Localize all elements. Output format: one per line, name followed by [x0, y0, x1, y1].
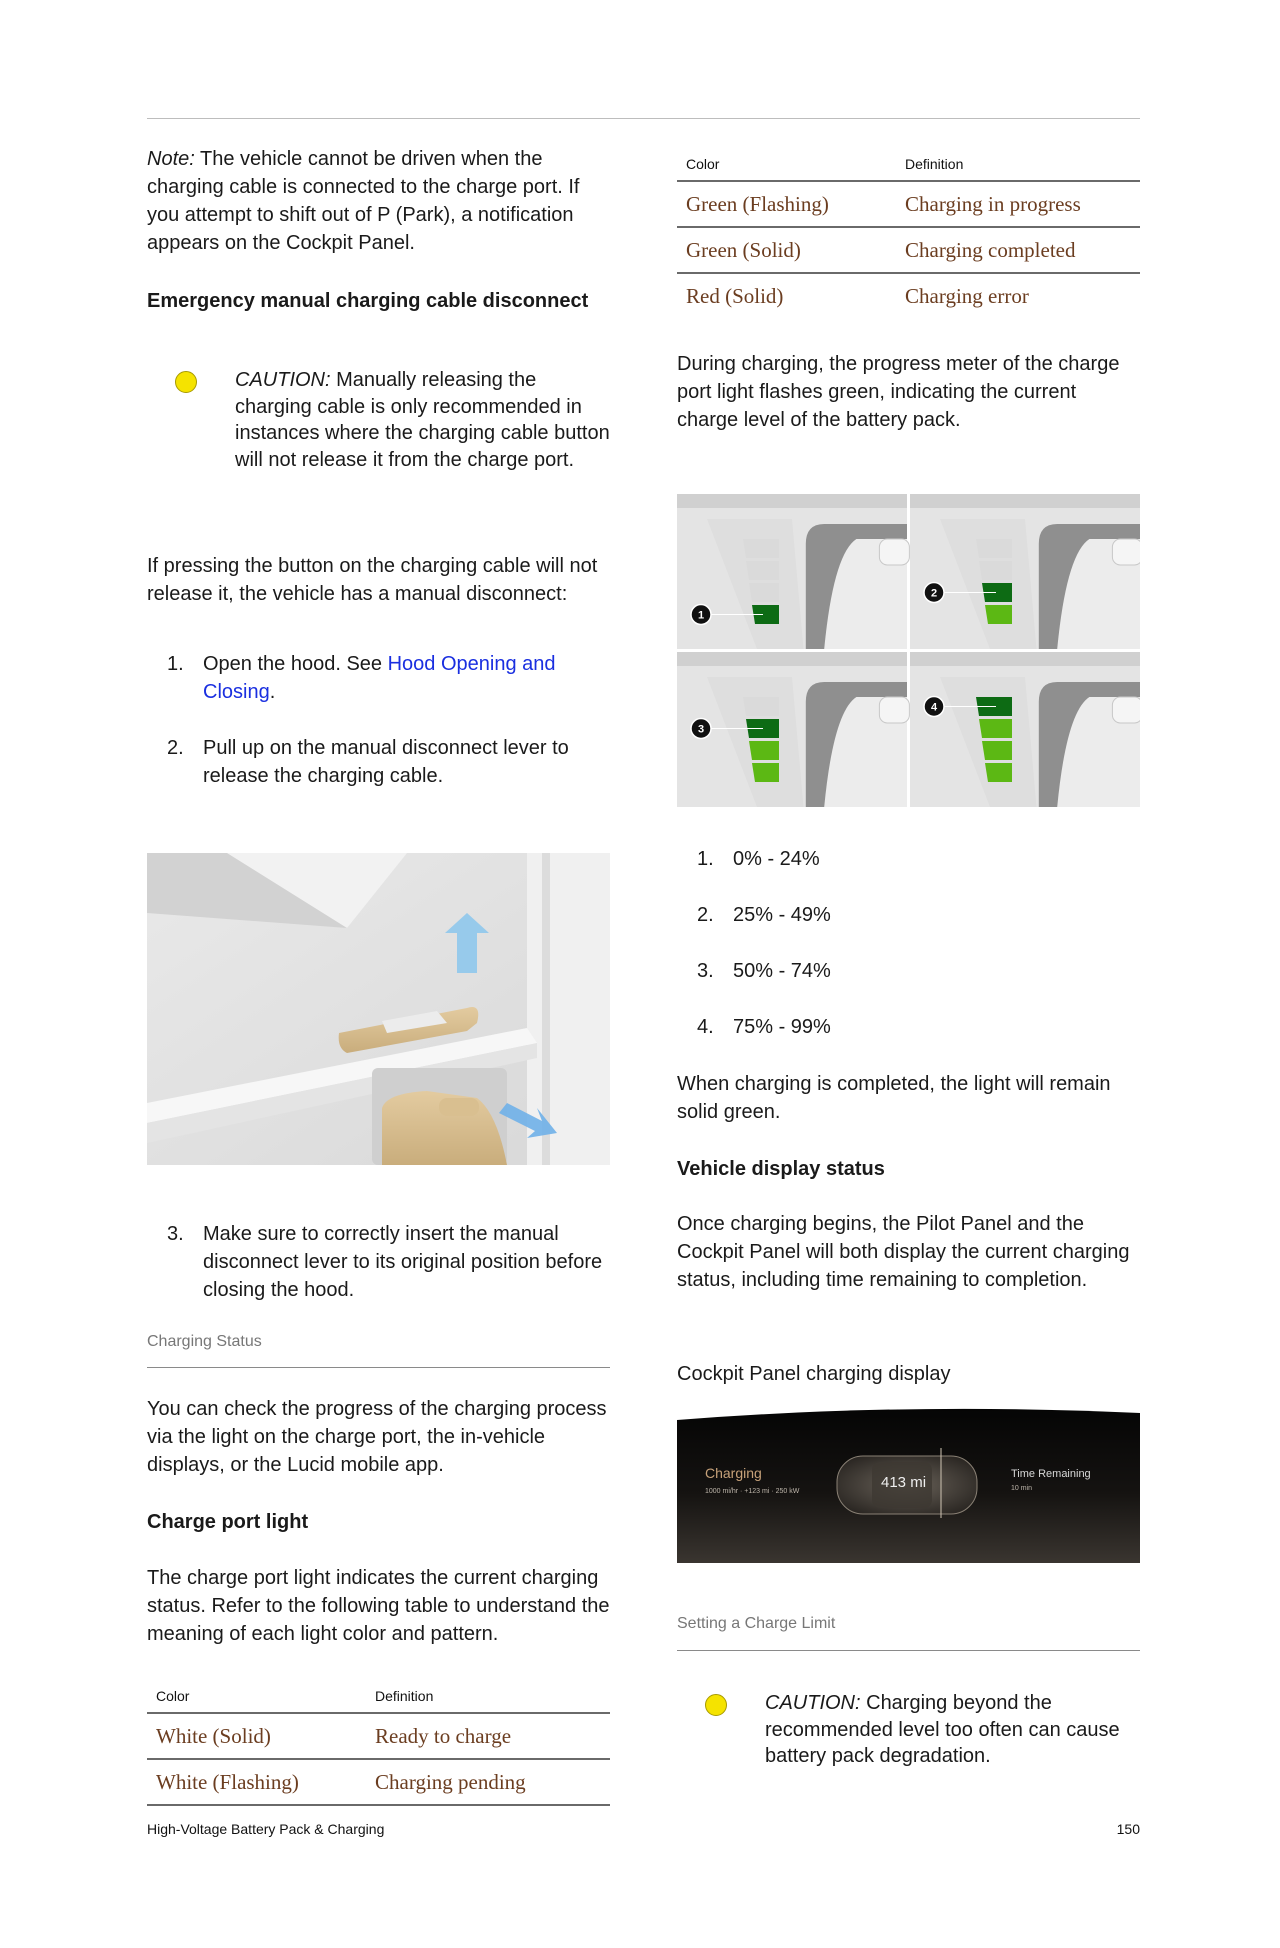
table-header-row — [677, 156, 1140, 181]
light-table-white — [147, 1688, 610, 1806]
light-table-green-red — [677, 156, 1140, 318]
callout-number: 3 — [697, 723, 705, 736]
table-row — [677, 273, 1140, 318]
note-paragraph — [147, 145, 610, 257]
progress-text: During charging, the progress meter of the charge port light flashes green, indicating the current charge level of the battery pack. — [677, 353, 1120, 431]
cell-color: Green (Flashing) — [677, 181, 896, 227]
callout-number: 4 — [930, 701, 938, 714]
column-header-color: Color — [677, 156, 896, 181]
callout-number: 2 — [930, 587, 938, 600]
completed-text: When charging is completed, the light will remain solid green. — [677, 1073, 1111, 1123]
meter-panel — [677, 494, 909, 649]
meter-segment — [979, 561, 1012, 580]
cell-color: Green (Solid) — [677, 227, 896, 273]
cockpit-time-value: 10 min — [1011, 1485, 1033, 1492]
cell-color: Red (Solid) — [686, 283, 784, 308]
caution-text: Manually releasing the charging cable is only recommended in instances where the charging cable button will not release it from the charge port. — [235, 369, 610, 471]
caution-label: CAUTION: — [235, 369, 331, 391]
callout-number: 1 — [697, 609, 705, 622]
charging-status-label: Charging Status — [147, 1333, 262, 1350]
meter-segment — [749, 741, 779, 760]
top-rule — [147, 118, 1140, 119]
display-text: Once charging begins, the Pilot Panel and the Cockpit Panel will both display the current charging status, including time remaining to completion. — [677, 1213, 1130, 1291]
meter-segment — [979, 719, 1012, 738]
meter-segment — [743, 539, 779, 558]
cockpit-time-label: Time Remaining — [1011, 1468, 1091, 1480]
charge-port-text: The charge port light indicates the current charging status. Refer to the following table to understand the meaning of each light color and pattern. — [147, 1567, 610, 1645]
meter-segment — [743, 697, 779, 716]
caution-label: CAUTION: — [765, 1692, 861, 1714]
range-item: 2. 25% - 49% — [697, 904, 831, 926]
cockpit-charging-label: Charging — [705, 1465, 762, 1481]
charging-status-text: You can check the progress of the charging process via the light on the charge port, the in-vehicle displays, or the Lucid mobile app. — [147, 1398, 607, 1476]
caution-notice-1 — [147, 367, 610, 473]
steps-list-b — [147, 1220, 610, 1304]
meter-panel — [910, 652, 1140, 807]
table-header-row — [147, 1688, 610, 1713]
cockpit-range: 413 mi — [881, 1474, 927, 1491]
cell-definition: Charging error — [905, 283, 1029, 308]
meter-segment — [976, 539, 1012, 558]
footer-section-title: High-Voltage Battery Pack & Charging — [147, 1821, 385, 1837]
meter-segment — [749, 583, 779, 602]
cell-definition: Charging completed — [896, 227, 1140, 273]
table-row — [147, 1759, 610, 1805]
charge-range-list — [677, 845, 1140, 1069]
caution-notice-2 — [677, 1690, 1140, 1770]
step-1: 1. Open the hood. See Hood Opening and Closing. — [167, 653, 556, 703]
steps-list-a — [147, 650, 610, 790]
hood-link[interactable]: Hood Opening and Closing — [203, 653, 556, 703]
meter-segment — [982, 741, 1012, 760]
meter-segment — [752, 763, 779, 782]
column-header-definition: Definition — [896, 156, 1140, 181]
range-item: 4. 75% - 99% — [697, 1016, 831, 1038]
section-divider — [147, 1367, 610, 1368]
charge-port-heading: Charge port light — [147, 1511, 309, 1533]
cell-color: White (Flashing) — [147, 1759, 366, 1805]
table-row — [677, 181, 1140, 227]
manual-intro: If pressing the button on the charging cable will not release it, the vehicle has a manual disconnect: — [147, 555, 598, 605]
charge-limit-label: Setting a Charge Limit — [677, 1615, 836, 1632]
column-header-definition: Definition — [366, 1688, 610, 1713]
cockpit-charging-stats: 1000 mi/hr · +123 mi · 250 kW — [705, 1488, 800, 1495]
cell-definition: Ready to charge — [366, 1713, 610, 1759]
manual-disconnect-illustration — [147, 853, 610, 1165]
emergency-heading: Emergency manual charging cable disconnect — [147, 290, 589, 312]
range-item: 3. 50% - 74% — [697, 960, 831, 982]
caution-icon — [705, 1694, 727, 1716]
meter-panel — [677, 652, 909, 807]
meter-segment — [985, 605, 1012, 624]
cockpit-panel-display — [677, 1408, 1140, 1563]
note-text: The vehicle cannot be driven when the charging cable is connected to the charge port. If you attempt to shift out of P (Park), a notification appears on the Cockpit Panel. — [147, 148, 580, 254]
step-2: 2. Pull up on the manual disconnect lever to release the charging cable. — [167, 737, 569, 787]
note-label: Note: — [147, 148, 195, 170]
page-number: 150 — [1116, 1821, 1140, 1837]
section-divider — [677, 1650, 1140, 1651]
table-row — [677, 227, 1140, 273]
meter-segment — [985, 763, 1012, 782]
cell-definition: Charging in progress — [896, 181, 1140, 227]
table-row — [147, 1713, 610, 1759]
meter-panel — [910, 494, 1140, 649]
caution-icon — [175, 371, 197, 393]
meter-segment — [746, 561, 779, 580]
charge-meter-illustration — [677, 494, 1140, 807]
cockpit-caption: Cockpit Panel charging display — [677, 1363, 951, 1385]
range-item: 1. 0% - 24% — [697, 848, 820, 870]
display-heading: Vehicle display status — [677, 1158, 885, 1180]
cell-definition: Charging pending — [366, 1759, 610, 1805]
column-header-color: Color — [147, 1688, 366, 1713]
cell-color: White (Solid) — [147, 1713, 366, 1759]
caution-text: Charging beyond the recommended level too often can cause battery pack degradation. — [765, 1692, 1120, 1767]
step-3: 3. Make sure to correctly insert the manual disconnect lever to its original position before closing the hood. — [167, 1223, 603, 1301]
